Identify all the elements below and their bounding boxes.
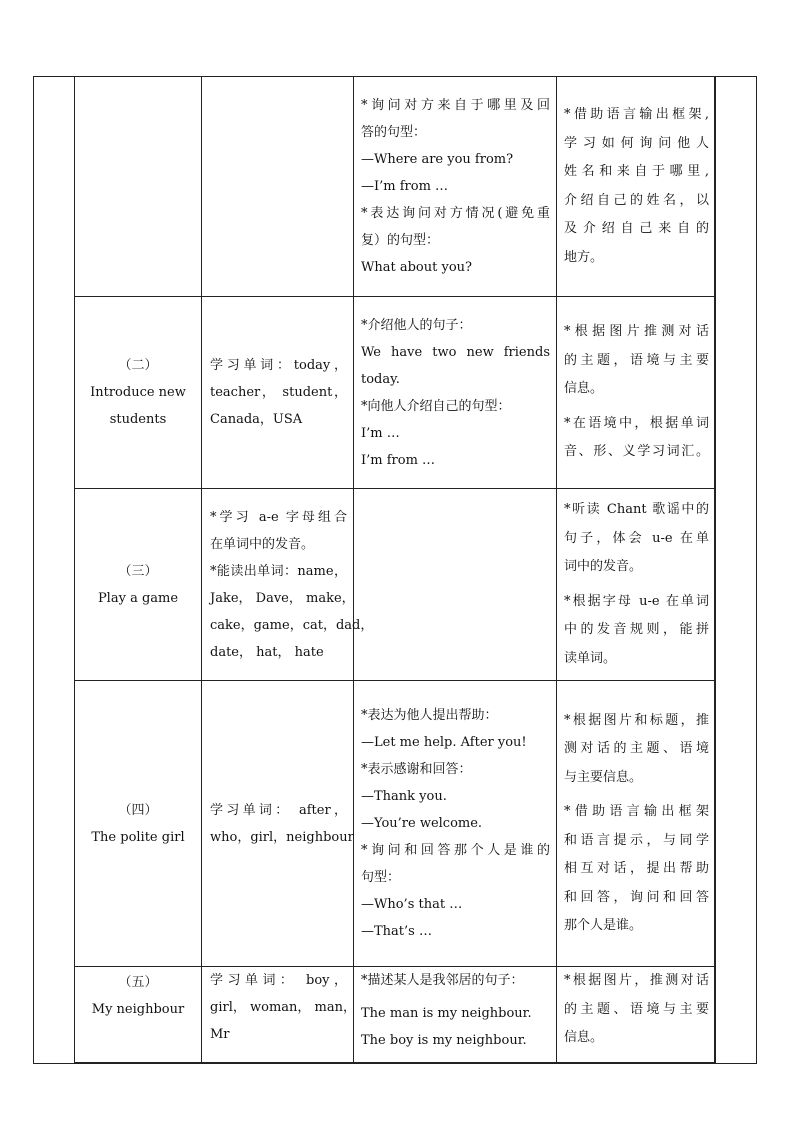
- strategy-line: *根据图片推测对话: [564, 324, 709, 340]
- strategy-line: 的主题、语境与主要: [564, 1001, 709, 1017]
- content-line: teacher， student，: [210, 385, 347, 400]
- strategy-line: 音、形、义学习词汇。: [564, 444, 709, 460]
- language-line: The man is my neighbour.: [361, 1006, 532, 1021]
- content-line: *能读出单词：name，: [210, 563, 347, 579]
- strategy-line: *根据图片，推测对话: [564, 973, 709, 988]
- section-cell: [75, 77, 202, 297]
- strategy-line: 的主题，语境与主要: [564, 352, 709, 368]
- content-line: Jake， Dave， make，: [210, 590, 355, 606]
- language-line: today.: [361, 371, 400, 387]
- strategy-line: 及介绍自己来自的: [564, 221, 709, 236]
- table-row: [75, 681, 716, 967]
- language-line: I’m …: [361, 425, 400, 441]
- language-cell: [354, 489, 557, 681]
- strategy-line: 介绍自己的姓名，以: [564, 192, 709, 208]
- section-title: The polite girl: [91, 829, 185, 845]
- content-cell: [202, 681, 354, 967]
- content-line: Canada，USA: [210, 412, 303, 427]
- content-line: date， hat， hate: [210, 644, 324, 660]
- strategy-line: 信息。: [564, 1030, 604, 1045]
- strategy-cell: [557, 489, 716, 681]
- language-line: *表示感谢和回答：: [361, 762, 472, 777]
- language-line: What about you?: [361, 260, 472, 275]
- content-line: girl， woman， man，: [210, 1000, 356, 1015]
- content-line: 在单词中的发音。: [210, 536, 315, 552]
- strategy-line: 学习如何询问他人: [564, 135, 709, 151]
- strategy-line: 信息。: [564, 381, 604, 397]
- table-row: [75, 967, 716, 1063]
- language-line: —Let me help. After you!: [361, 735, 527, 750]
- strategy-line: 与主要信息。: [564, 769, 643, 785]
- language-cell: [354, 77, 557, 297]
- language-line: —That’s …: [361, 924, 432, 939]
- section-cell: [75, 297, 202, 489]
- strategy-cell: [557, 77, 716, 297]
- language-line: *表达询问对方情况(避免重: [361, 206, 550, 221]
- strategy-line: 和回答，询问和回答: [564, 889, 709, 905]
- content-cell: [202, 77, 354, 297]
- content-line: *学习 a-e 字母组合: [210, 509, 347, 525]
- section-number: （三）: [118, 563, 158, 579]
- language-line: —You’re welcome.: [361, 816, 483, 831]
- language-line: —Thank you.: [361, 789, 447, 804]
- language-line: *描述某人是我邻居的句子：: [361, 973, 524, 988]
- strategy-line: 词中的发音。: [564, 559, 643, 574]
- content-line: who，girl，neighbour: [210, 829, 354, 845]
- section-title: My neighbour: [91, 1002, 185, 1017]
- strategy-cell: [557, 681, 716, 967]
- content-cell: [202, 489, 374, 681]
- strategy-line: 读单词。: [564, 650, 617, 666]
- language-line: —Who’s that …: [361, 897, 463, 912]
- section-number: （五）: [118, 975, 158, 990]
- strategy-line: *根据字母 u-e 在单词: [564, 593, 709, 609]
- language-line: The boy is my neighbour.: [361, 1033, 527, 1048]
- strategy-line: 中的发音规则，能拼: [564, 622, 709, 637]
- section-cell: [75, 967, 202, 1063]
- content-line: cake，game，cat，dad，: [210, 617, 374, 633]
- strategy-line: *根据图片和标题，推: [564, 712, 709, 728]
- strategy-line: *在语境中，根据单词: [564, 415, 709, 431]
- content-cell: [202, 967, 354, 1063]
- section-cell: [75, 489, 202, 681]
- strategy-cell: [557, 967, 716, 1063]
- strategy-line: 姓名和来自于哪里,: [564, 164, 709, 179]
- language-line: *询问和回答那个人是谁的: [361, 843, 550, 858]
- language-cell: [354, 297, 557, 489]
- content-cell: [202, 297, 354, 489]
- language-line: —Where are you from?: [361, 152, 514, 167]
- section-number: （四）: [118, 802, 158, 818]
- language-line: We have two new friends: [361, 344, 550, 360]
- language-line: —I’m from …: [361, 179, 449, 194]
- content-line: Mr: [210, 1027, 230, 1042]
- language-line: *介绍他人的句子：: [361, 317, 472, 333]
- language-line: 答的句型：: [361, 125, 427, 140]
- section-cell: [75, 681, 202, 967]
- strategy-line: 那个人是谁。: [564, 918, 643, 933]
- strategy-line: 相互对话，提出帮助: [564, 861, 709, 876]
- strategy-line: *借助语言输出框架: [564, 804, 709, 819]
- table-row: [75, 489, 716, 681]
- table-row: [75, 77, 716, 297]
- strategy-line: *听读 Chant 歌谣中的: [564, 502, 709, 517]
- language-cell: [354, 681, 557, 967]
- language-cell: [354, 967, 557, 1063]
- section-title: Introduce new students: [90, 385, 186, 427]
- lesson-plan-table: [74, 76, 716, 1063]
- strategy-line: 和语言提示，与同学: [564, 832, 709, 848]
- language-line: *表达为他人提出帮助：: [361, 708, 498, 723]
- language-line: 句型：: [361, 870, 401, 885]
- content-line: 学习单词： boy，: [210, 973, 347, 988]
- strategy-line: *借助语言输出框架,: [564, 107, 709, 122]
- language-line: I’m from …: [361, 452, 436, 468]
- strategy-line: 地方。: [564, 249, 604, 265]
- content-line: 学习单词： after，: [210, 802, 347, 818]
- strategy-cell: [557, 297, 716, 489]
- content-line: 学习单词：today，: [210, 358, 347, 373]
- section-title: Play a game: [97, 590, 179, 606]
- language-line: 复）的句型：: [361, 233, 440, 248]
- table-row: [75, 297, 716, 489]
- strategy-line: 测对话的主题、语境: [564, 741, 709, 756]
- language-line: *向他人介绍自己的句型：: [361, 398, 511, 414]
- strategy-line: 句子，体会 u-e 在单: [564, 530, 709, 546]
- section-number: （二）: [118, 358, 158, 373]
- language-line: *询问对方来自于哪里及回: [361, 98, 550, 113]
